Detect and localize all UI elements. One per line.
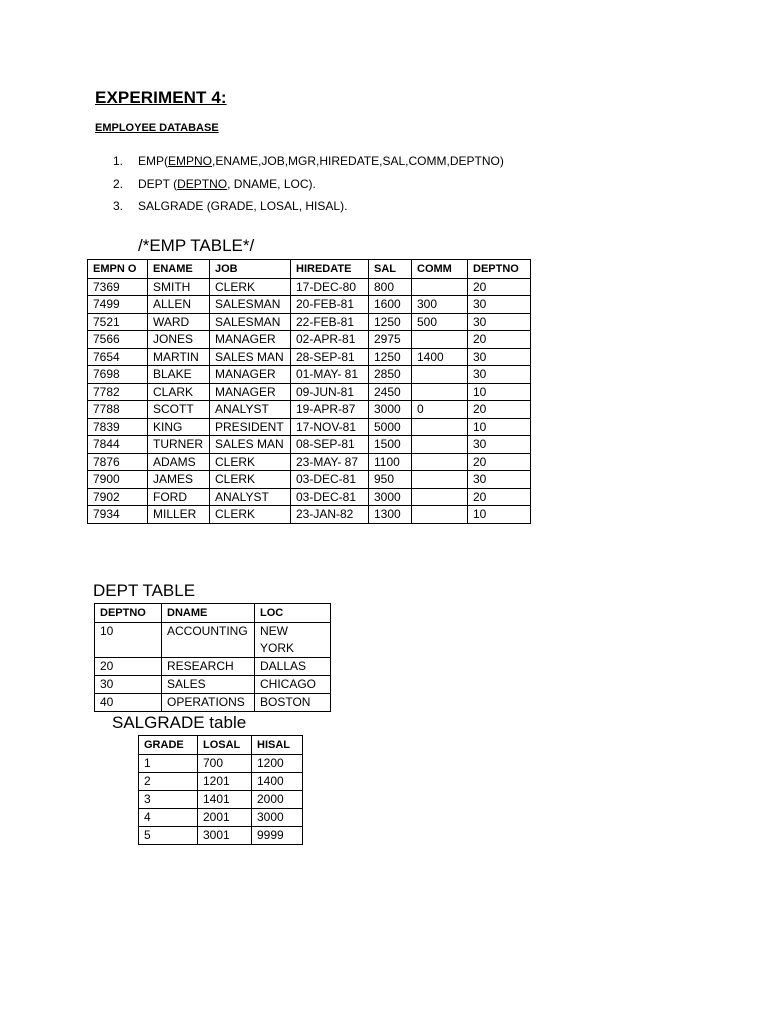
table-row (139, 755, 303, 773)
table-cell: 40 (95, 694, 162, 712)
table-cell: 1400 (252, 773, 303, 791)
table-row (95, 676, 331, 694)
table-cell: 30 (468, 471, 531, 489)
table-cell: 02-APR-81 (291, 331, 369, 349)
table-cell: RESEARCH (162, 658, 255, 676)
table-cell: ANALYST (210, 488, 291, 506)
table-cell: 19-APR-87 (291, 401, 369, 419)
table-cell: 01-MAY- 81 (291, 366, 369, 384)
column-header: DEPTNO (95, 604, 162, 623)
table-cell: 30 (95, 676, 162, 694)
table-cell: 17-DEC-80 (291, 278, 369, 296)
document-title: EXPERIMENT 4: (95, 88, 227, 107)
table-row (88, 313, 531, 331)
schema-text: ,ENAME,JOB,MGR,HIREDATE,SAL,COMM,DEPTNO) (212, 154, 504, 168)
column-header: SAL (369, 260, 412, 279)
document-subtitle: EMPLOYEE DATABASE (95, 122, 219, 134)
table-cell: 7844 (88, 436, 148, 454)
table-cell: TURNER (148, 436, 210, 454)
table-cell (412, 383, 468, 401)
table-cell: 7900 (88, 471, 148, 489)
table-cell: KING (148, 418, 210, 436)
table-cell: 17-NOV-81 (291, 418, 369, 436)
table-cell: 3000 (369, 488, 412, 506)
table-row (88, 348, 531, 366)
table-row (139, 773, 303, 791)
schema-item-salgrade (113, 197, 504, 220)
table-cell: FORD (148, 488, 210, 506)
column-header: COMM (412, 260, 468, 279)
emp-table-caption: /*EMP TABLE*/ (138, 236, 255, 255)
table-row (88, 383, 531, 401)
table-cell: 10 (468, 383, 531, 401)
table-cell: 2975 (369, 331, 412, 349)
table-cell: 30 (468, 366, 531, 384)
table-cell: SALES (162, 676, 255, 694)
column-header: ENAME (148, 260, 210, 279)
table-cell: 23-JAN-82 (291, 506, 369, 524)
table-cell: BLAKE (148, 366, 210, 384)
column-header: HIREDATE (291, 260, 369, 279)
table-cell: 0 (412, 401, 468, 419)
schema-text: , DNAME, LOC). (227, 176, 316, 191)
dept-table (94, 603, 331, 712)
table-cell: 5 (139, 827, 198, 845)
table-cell: 7788 (88, 401, 148, 419)
table-cell (412, 488, 468, 506)
table-row (88, 366, 531, 384)
table-cell: 20 (95, 658, 162, 676)
table-row (88, 331, 531, 349)
table-cell: MANAGER (210, 366, 291, 384)
schema-text: DEPT ( (138, 176, 178, 191)
table-row (88, 471, 531, 489)
table-cell: SMITH (148, 278, 210, 296)
table-cell: 3 (139, 791, 198, 809)
table-cell: 7782 (88, 383, 148, 401)
table-row (88, 401, 531, 419)
table-cell: 7839 (88, 418, 148, 436)
table-cell: NEW YORK (255, 623, 331, 658)
table-cell: SALESMAN (210, 296, 291, 314)
dept-table-caption: DEPT TABLE (93, 581, 196, 600)
table-cell: CLERK (210, 471, 291, 489)
table-cell (412, 278, 468, 296)
table-cell: 3000 (252, 809, 303, 827)
table-row (88, 418, 531, 436)
table-cell: 1500 (369, 436, 412, 454)
table-cell: ALLEN (148, 296, 210, 314)
table-cell: 700 (198, 755, 252, 773)
table-cell: 2001 (198, 809, 252, 827)
table-cell: 08-SEP-81 (291, 436, 369, 454)
table-cell: 500 (412, 313, 468, 331)
table-cell: 22-FEB-81 (291, 313, 369, 331)
table-cell: MANAGER (210, 331, 291, 349)
column-header: HISAL (252, 736, 303, 755)
table-cell: 20 (468, 278, 531, 296)
schema-text: EMP( (138, 154, 168, 168)
table-row (88, 453, 531, 471)
table-row (88, 488, 531, 506)
table-cell: CLERK (210, 278, 291, 296)
table-cell (412, 453, 468, 471)
table-cell: CLARK (148, 383, 210, 401)
table-header-row (88, 260, 531, 279)
table-cell: SALES MAN (210, 436, 291, 454)
table-cell: ANALYST (210, 401, 291, 419)
table-cell: SALESMAN (210, 313, 291, 331)
table-row (88, 296, 531, 314)
table-cell: 03-DEC-81 (291, 488, 369, 506)
table-cell: 30 (468, 348, 531, 366)
table-cell: 20 (468, 401, 531, 419)
table-cell (412, 331, 468, 349)
table-cell: 950 (369, 471, 412, 489)
table-cell: BOSTON (255, 694, 331, 712)
table-cell: JAMES (148, 471, 210, 489)
table-cell: 2000 (252, 791, 303, 809)
schema-text: SALGRADE (GRADE, LOSAL, HISAL). (138, 199, 348, 213)
table-cell: 20 (468, 453, 531, 471)
primary-key: DEPTNO (177, 176, 228, 191)
table-cell: 28-SEP-81 (291, 348, 369, 366)
table-cell: 09-JUN-81 (291, 383, 369, 401)
table-cell: PRESIDENT (210, 418, 291, 436)
column-header: LOSAL (198, 736, 252, 755)
table-cell: 4 (139, 809, 198, 827)
primary-key: EMPNO (168, 154, 213, 168)
table-cell: 1400 (412, 348, 468, 366)
table-cell: 20-FEB-81 (291, 296, 369, 314)
table-cell: 3001 (198, 827, 252, 845)
table-cell: 23-MAY- 87 (291, 453, 369, 471)
table-cell: 10 (468, 506, 531, 524)
salgrade-table-caption: SALGRADE table (112, 713, 247, 732)
column-header: DEPTNO (468, 260, 531, 279)
table-cell: 1300 (369, 506, 412, 524)
table-cell: 7902 (88, 488, 148, 506)
table-row (95, 623, 331, 658)
table-cell: 2450 (369, 383, 412, 401)
salgrade-table (138, 735, 303, 845)
list-number: 1. (113, 154, 124, 168)
table-cell: 1100 (369, 453, 412, 471)
table-cell: MILLER (148, 506, 210, 524)
column-header: JOB (210, 260, 291, 279)
table-cell: JONES (148, 331, 210, 349)
schema-item-emp (113, 152, 504, 175)
table-cell: 1 (139, 755, 198, 773)
table-cell: MARTIN (148, 348, 210, 366)
table-cell: 30 (468, 436, 531, 454)
table-cell: 30 (468, 313, 531, 331)
column-header: LOC (255, 604, 331, 623)
table-cell: 7521 (88, 313, 148, 331)
table-cell: OPERATIONS (162, 694, 255, 712)
table-cell: CLERK (210, 453, 291, 471)
table-header-row (139, 736, 303, 755)
table-cell: ACCOUNTING (162, 623, 255, 658)
table-cell: CHICAGO (255, 676, 331, 694)
list-number: 2. (113, 176, 124, 191)
table-cell: 10 (468, 418, 531, 436)
schema-item-dept (113, 175, 504, 198)
table-cell: CLERK (210, 506, 291, 524)
table-cell: 7934 (88, 506, 148, 524)
table-cell: 300 (412, 296, 468, 314)
table-cell (412, 436, 468, 454)
table-cell: 7566 (88, 331, 148, 349)
emp-table (87, 259, 531, 524)
table-cell: 1250 (369, 348, 412, 366)
table-row (88, 436, 531, 454)
table-cell: 1200 (252, 755, 303, 773)
table-cell: 5000 (369, 418, 412, 436)
column-header: GRADE (139, 736, 198, 755)
table-cell: 1401 (198, 791, 252, 809)
table-cell: 2850 (369, 366, 412, 384)
table-cell: 20 (468, 331, 531, 349)
table-cell: 9999 (252, 827, 303, 845)
table-cell: 7499 (88, 296, 148, 314)
table-row (139, 827, 303, 845)
table-cell: 7876 (88, 453, 148, 471)
table-cell: 03-DEC-81 (291, 471, 369, 489)
column-header: EMPN O (88, 260, 148, 279)
table-cell: 7654 (88, 348, 148, 366)
table-cell: 7369 (88, 278, 148, 296)
table-cell (412, 506, 468, 524)
table-cell: 30 (468, 296, 531, 314)
list-number: 3. (113, 199, 124, 213)
table-cell: MANAGER (210, 383, 291, 401)
table-row (88, 506, 531, 524)
table-row (88, 278, 531, 296)
table-cell: 1201 (198, 773, 252, 791)
column-header: DNAME (162, 604, 255, 623)
table-cell (412, 418, 468, 436)
table-cell: 3000 (369, 401, 412, 419)
table-row (139, 809, 303, 827)
table-cell: 800 (369, 278, 412, 296)
table-cell: DALLAS (255, 658, 331, 676)
table-cell: SALES MAN (210, 348, 291, 366)
table-cell: 1600 (369, 296, 412, 314)
table-cell: 7698 (88, 366, 148, 384)
schema-list (113, 152, 504, 220)
table-header-row (95, 604, 331, 623)
table-row (139, 791, 303, 809)
table-row (95, 694, 331, 712)
table-cell: 1250 (369, 313, 412, 331)
table-cell: 2 (139, 773, 198, 791)
table-cell: ADAMS (148, 453, 210, 471)
table-cell (412, 366, 468, 384)
table-cell: SCOTT (148, 401, 210, 419)
table-cell: 10 (95, 623, 162, 658)
table-cell: 20 (468, 488, 531, 506)
table-row (95, 658, 331, 676)
table-cell: WARD (148, 313, 210, 331)
table-cell (412, 471, 468, 489)
